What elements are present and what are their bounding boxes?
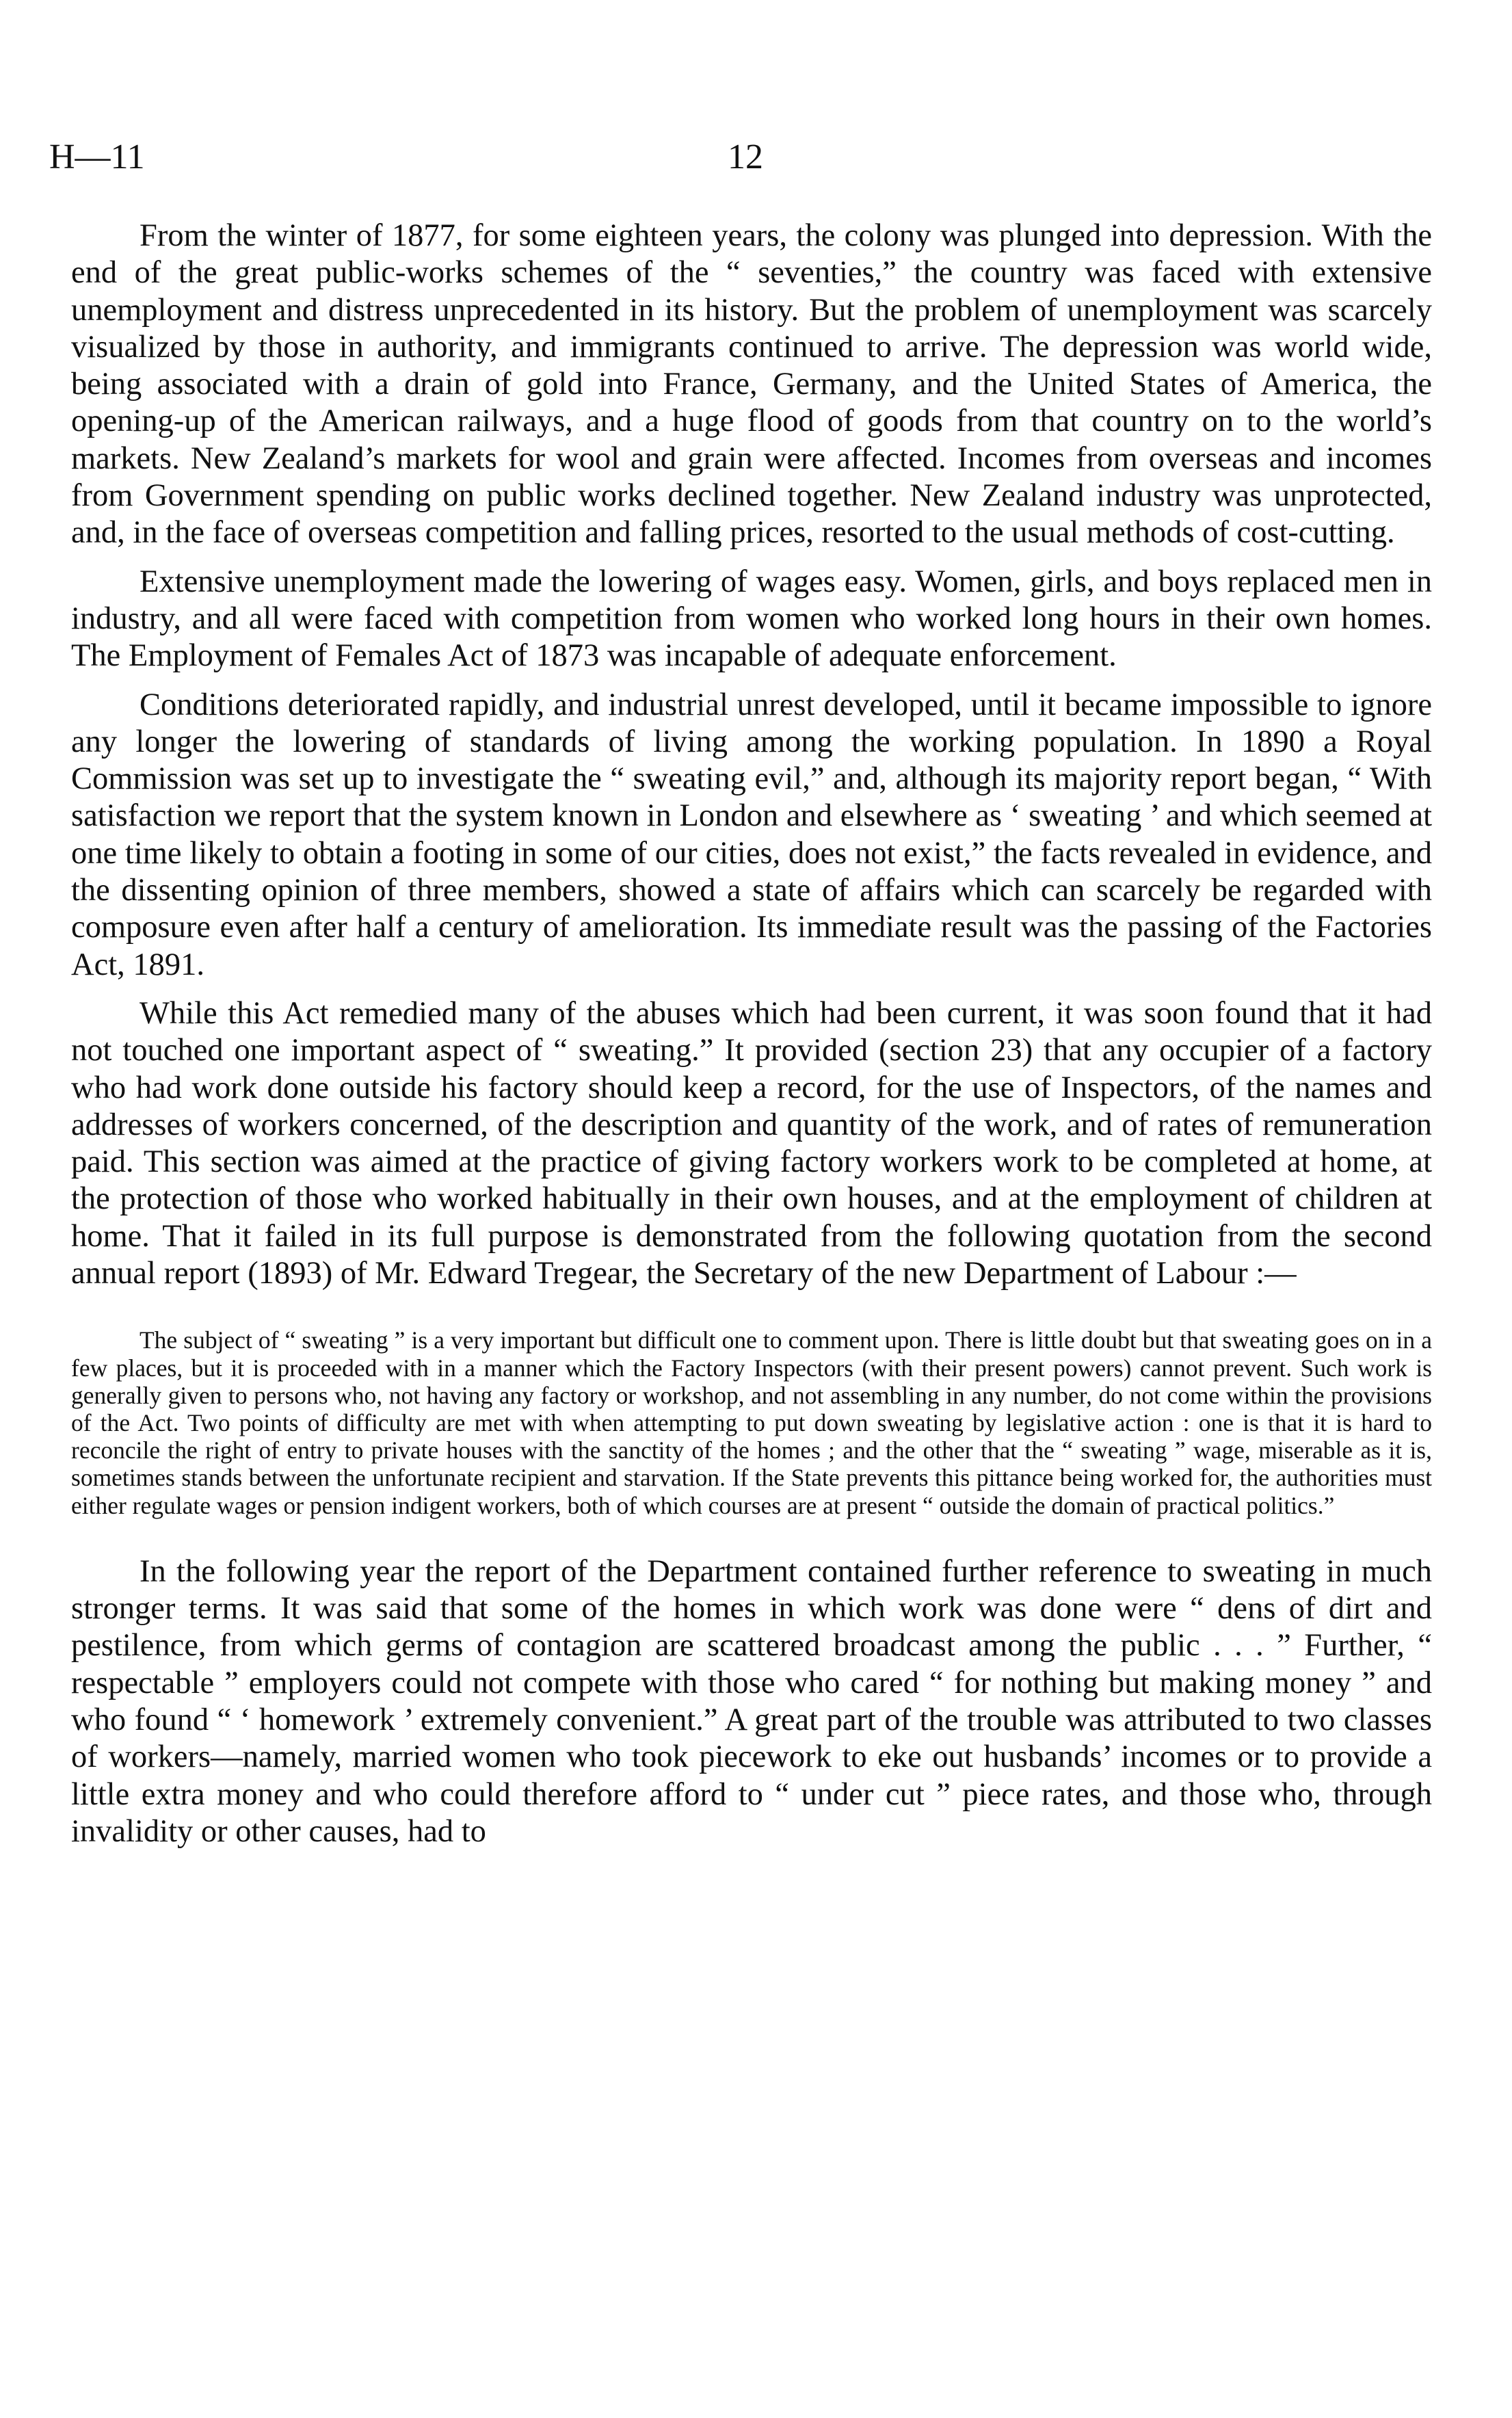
- page-header: [49, 130, 1465, 185]
- paragraph-following-year: In the following year the report of the Department contained further reference to sweating in much stronger terms. It was said that some of the homes in which work was done were “ dens of dirt and pestilence, from which germs of contagion are scattered broadcast among the public . . . ” Further, “ respectable ” employers could not compete with those who cared “ for nothing but making money ” and who found “ ‘ homework ’ extremely convenient.” A great part of the trouble was attributed to two classes of workers—namely, married women who took piecework to eke out husbands’ incomes or to provide a little extra money and who could therefore afford to “ under cut ” piece rates, and those who, through invalidity or other causes, had to: [71, 1553, 1432, 1849]
- paragraph-factories-act: While this Act remedied many of the abuses which had been current, it was soon found that it had not touched one important aspect of “ sweating.” It provided (section 23) that any occupier of a factory who had work done outside his factory should keep a record, for the use of Inspectors, of the names and addresses of workers concerned, of the description and quantity of the work, and of rates of remuneration paid. This section was aimed at the practice of giving factory workers work to be completed at home, at the protection of those who worked habitually in their own houses, and at the employment of children at home. That it failed in its full purpose is demonstrated from the following quotation from the second annual report (1893) of Mr. Edward Tregear, the Secretary of the new Department of Labour :—: [71, 995, 1432, 1291]
- paragraph-royal-commission: Conditions deteriorated rapidly, and industrial unrest developed, until it became impossible to ignore any longer the lowering of standards of living among the working population. In 1890 a Royal Commission was set up to investigate the “ sweating evil,” and, although its majority report began, “ With satisfaction we report that the system known in London and elsewhere as ‘ sweating ’ and which seemed at one time likely to obtain a footing in some of our cities, does not exist,” the facts revealed in evidence, and the dissenting opinion of three members, showed a state of affairs which can scarcely be regarded with composure even after half a century of amelioration. Its immediate result was the passing of the Factories Act, 1891.: [71, 687, 1432, 982]
- paragraph-unemployment: Extensive unemployment made the lowering of wages easy. Women, girls, and boys replaced men in industry, and all were faced with competition from women who worked long hours in their own homes. The Employment of Females Act of 1873 was incapable of adequate enforcement.: [71, 564, 1432, 674]
- paragraph-depression: From the winter of 1877, for some eighteen years, the colony was plunged into depression. With the end of the great public-works schemes of the “ seventies,” the country was faced with extensive unemployment and distress unprecedented in its history. But the problem of unemployment was scarcely visualized by those in authority, and immigrants continued to arrive. The depression was world wide, being associated with a drain of gold into France, Germany, and the United States of America, the opening-up of the American railways, and a huge flood of goods from that country on to the world’s markets. New Zealand’s markets for wool and grain were affected. Incomes from overseas and incomes from Government spending on public works declined together. New Zealand industry was unprotected, and, in the face of overseas competition and falling prices, resorted to the usual methods of cost-cutting.: [71, 218, 1432, 551]
- document-reference: H—11: [49, 137, 145, 176]
- page-number: 12: [728, 137, 763, 176]
- block-quotation: The subject of “ sweating ” is a very important but difficult one to comment upon. There is little doubt but that sweating goes on in a few places, but it is proceeded with in a manner which the Factory Inspectors (with their present powers) cannot prevent. Such work is generally given to persons who, not having any factory or workshop, and not assembling in any number, do not come within the provisions of the Act. Two points of difficulty are met with when attempting to put down sweating by legislative action : one is that it is hard to reconcile the right of entry to private houses with the sanctity of the homes ; and the other that the “ sweating ” wage, miserable as it is, sometimes stands between the unfortunate recipient and starvation. If the State prevents this pittance being worked for, the authorities must either regulate wages or pension indigent workers, both of which courses are at present “ outside the domain of practical politics.”: [71, 1326, 1432, 1519]
- body-text: [71, 218, 1432, 1862]
